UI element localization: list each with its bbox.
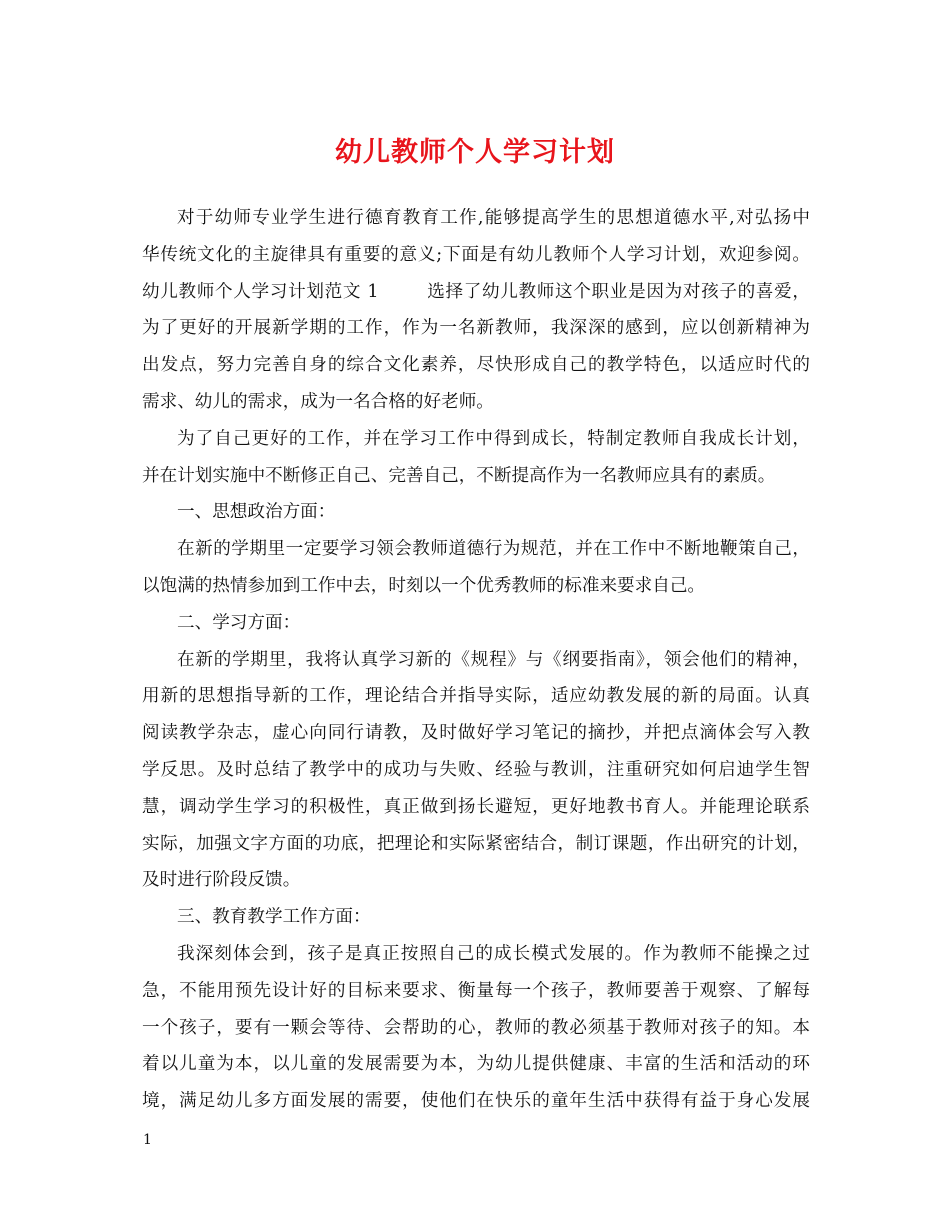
text-line (142, 274, 810, 311)
text-line: 在新的学期里一定要学习领会教师道德行为规范，并在工作中不断地鞭策自己， (177, 539, 810, 560)
text-line: 在新的学期里，我将认真学习新的《规程》与《纲要指南》，领会他们的精神， (177, 649, 810, 670)
text-line: 为了更好的开展新学期的工作，作为一名新教师，我深深的感到，应以创新精神为 (142, 318, 810, 339)
section-heading: 一、思想政治方面： (177, 502, 336, 523)
text-line: 用新的思想指导新的工作，理论结合并指导实际，适应幼教发展的新的局面。认真 (142, 686, 810, 707)
text-line: 境，满足幼儿多方面发展的需要，使他们在快乐的童年生活中获得有益于身心发展 (142, 1091, 810, 1112)
text-line: 并在计划实施中不断修正自己、完善自己，不断提高作为一名教师应具有的素质。 (142, 465, 776, 486)
page-number: 1 (143, 1132, 152, 1148)
text-line: 学反思。及时总结了教学中的成功与失败、经验与教训，注重研究如何启迪学生智 (142, 759, 810, 780)
text-line: 以饱满的热情参加到工作中去，时刻以一个优秀教师的标准来要求自己。 (142, 575, 706, 596)
text-line: 慧，调动学生学习的积极性，真正做到扬长避短，更好地教书育人。并能理论联系 (142, 796, 810, 817)
text-segment: 选择了幼儿教师这个职业是因为对孩子的喜爱， (426, 281, 810, 302)
text-line: 为了自己更好的工作，并在学习工作中得到成长，特制定教师自我成长计划， (177, 428, 810, 449)
document-title: 幼儿教师个人学习计划 (335, 137, 615, 168)
text-line: 对于幼师专业学生进行德育教育工作,能够提高学生的思想道德水平,对弘扬中 (177, 208, 810, 228)
document-body (142, 200, 810, 1120)
text-line: 及时进行阶段反馈。 (142, 870, 301, 891)
text-line: 着以儿童为本，以儿童的发展需要为本，为幼儿提供健康、丰富的生活和活动的环 (142, 1054, 810, 1075)
text-line: 急，不能用预先设计好的目标来要求、衡量每一个孩子，教师要善于观察、了解每 (142, 980, 810, 1001)
text-line: 阅读教学杂志，虚心向同行请教，及时做好学习笔记的摘抄，并把点滴体会写入教 (142, 723, 810, 744)
section-heading-sample: 幼儿教师个人学习计划范文 1 (142, 281, 379, 302)
text-line: 一个孩子，要有一颗会等待、会帮助的心，教师的教必须基于教师对孩子的知。本 (142, 1017, 810, 1038)
text-line: 华传统文化的主旋律具有重要的意义;下面是有幼儿教师个人学习计划，欢迎参阅。 (142, 244, 810, 265)
text-line: 实际，加强文字方面的功底，把理论和实际紧密结合，制订课题，作出研究的计划， (142, 833, 810, 854)
section-heading: 二、学习方面： (177, 612, 301, 633)
text-line: 我深刻体会到，孩子是真正按照自己的成长模式发展的。作为教师不能操之过 (177, 943, 810, 964)
text-line: 需求、幼儿的需求，成为一名合格的好老师。 (142, 391, 494, 412)
text-line: 出发点，努力完善自身的综合文化素养，尽快形成自己的教学特色，以适应时代的 (142, 355, 810, 376)
section-heading: 三、教育教学工作方面： (177, 907, 371, 928)
